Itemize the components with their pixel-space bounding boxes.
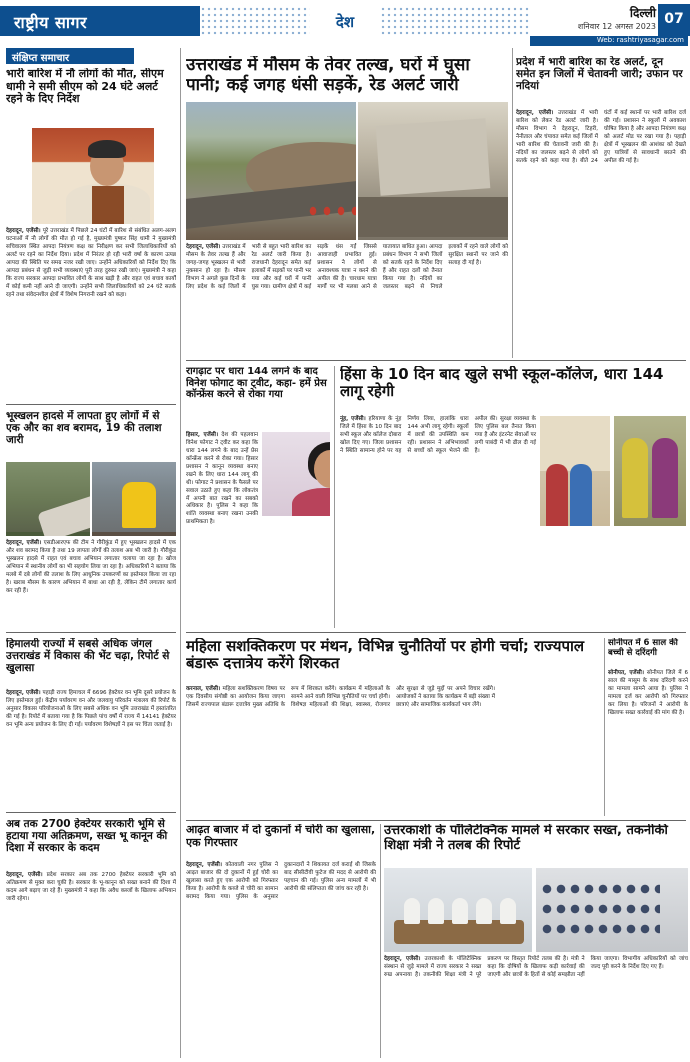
- left-story-1-byline: देहरादून, एजेंसी।: [6, 228, 41, 234]
- section144-body: देश की पहलवान विनेश फोगाट ने ट्वीट कर कहा कि धारा 144 लगने के बाद उन्हें प्रेस कॉन्फ्रेंस करने से रोका गया। हिसार प्रशासन ने कानून व्यवस्था बनाए रखने के लिए धारा 144 लागू की थी। फोगाट ने प्रशासन के फैसले पर सवाल उठाते हुए कहा कि लोकतंत्र में अपनी बात रखने का सबको अधिकार है। पुलिस ने कहा कि शांति व्यवस्था बनाए रखना उनकी प्राथमिकता है।: [186, 432, 258, 526]
- divider: [6, 404, 176, 405]
- left-story-3-body: पहाड़ी राज्य हिमाचल में 6696 हेक्टेयर वन भूमि दूसरे प्रयोजन के लिए इस्तेमाल हुई। केंद्रीय पर्यावरण वन और जलवायु परिवर्तन मंत्रालय की रिपोर्ट के अनुसार विकास परियोजनाओं के लिए सबसे अधिक वन भूमि उत्तराखंड में हस्तांतरित की गई है। रिपोर्ट में बताया गया है कि पिछले पांच वर्षों में राज्य में 14141 हेक्टेयर वन भूमि अन्य प्रयोजन के लिए दी गई। पर्यावरण विशेषज्ञों ने इस पर चिंता जताई है।: [6, 690, 176, 728]
- section144-story: [186, 366, 330, 628]
- schools-body: हरियाणा के नूंह जिले में हिंसा के 10 दिन बाद सभी स्कूल और कॉलेज दोबारा खोल दिए गए। जिला प्रशासन ने स्थिति सामान्य होने पर यह निर्णय लिया, हालांकि धारा 144 अभी लागू रहेगी। स्कूलों में छात्रों की उपस्थिति कम रही। प्रशासन ने अभिभावकों से बच्चों को स्कूल भेजने की अपील की। सुरक्षा व्यवस्था के लिए पुलिस बल तैनात किया गया है और इंटरनेट सेवाओं पर लगी पाबंदी में भी ढील दी गई है।: [340, 416, 536, 454]
- left-story-4-body: प्रदेश सरकार अब तक 2700 हेक्टेयर सरकारी भूमि को अतिक्रमण से मुक्त करा चुकी है। सरकार के भू-कानून को सख्त बनाने की दिशा में कदम आगे बढ़ाए जा रहे हैं। मुख्यमंत्री ने कहा कि अवैध कब्जों के खिलाफ अभियान जारी रहेगा।: [6, 872, 176, 902]
- uttarkashi-headline: उत्तरकाशी के पॉलिटेक्निक मामले में सरकार सख्त, तकनीकी शिक्षा मंत्री ने तलब की रिपोर्ट: [384, 824, 668, 853]
- section144-byline: हिसार, एजेंसी।: [186, 432, 219, 438]
- divider: [186, 820, 686, 821]
- lead-headline: उत्तराखंड में मौसम के तेवर तल्ख, घरों में घुसा पानी; कई जगह धंसी सड़कें, रेड अलर्ट जारी: [186, 56, 470, 95]
- landslide-photo: [186, 102, 356, 240]
- left-story-2-headline: भूस्खलन हादसे में लापता हुए लोगों में से एक और का शव बरामद, 19 की तलाश जारी: [6, 410, 162, 447]
- issue-date: शनिवार 12 अगस्त 2023: [577, 22, 656, 31]
- dot-pattern: [200, 6, 310, 36]
- lead-story: [186, 56, 508, 356]
- website: Web: rashtriyasagar.com: [530, 36, 688, 46]
- women-story: [186, 638, 600, 816]
- rescue-photo: [92, 462, 176, 536]
- divider: [6, 632, 176, 633]
- right-top-body: उत्तराखंड में भारी बारिश को लेकर रेड अलर्ट जारी है। मौसम विभाग ने देहरादून, टिहरी, नैनीताल और चंपावत समेत कई जिलों में भारी बारिश की चेतावनी जारी की है। नदियों का जलस्तर बढ़ने से लोगों को सतर्क रहने को कहा गया है। बीते 24 घंटों में कई स्थानों पर भारी बारिश दर्ज की गई। प्रशासन ने स्कूलों में अवकाश घोषित किया है और आपदा नियंत्रण कक्ष को अलर्ट मोड पर रखा गया है। पहाड़ी क्षेत्रों में भूस्खलन की आशंका को देखते हुए यात्रियों से सावधानी बरतने की अपील की गई है।: [516, 110, 686, 164]
- sonipat-brief: [608, 638, 688, 816]
- lead-body: उत्तराखंड में मौसम के तेवर तल्ख हैं और जगह-जगह भूस्खलन से भारी नुकसान हो रहा है। मौसम विभाग ने अगले कुछ दिनों के लिए प्रदेश के कई जिलों में भारी से बहुत भारी बारिश का रेड अलर्ट जारी किया है। राजधानी देहरादून समेत कई इलाकों में सड़कों पर पानी भर गया और कई घरों में पानी घुस गया। ग्रामीण क्षेत्रों में कई सड़कें धंस गईं जिससे आवाजाही प्रभावित हुई। प्रशासन ने लोगों से अनावश्यक यात्रा न करने की अपील की है। चारधाम यात्रा मार्गों पर भी मलबा आने से यातायात बाधित हुआ। आपदा प्रबंधन विभाग ने सभी जिलों को सतर्क रहने के निर्देश दिए हैं और राहत दलों को तैनात किया गया है। नदियों का जलस्तर बढ़ने से निचले इलाकों में रहने वाले लोगों को सुरक्षित स्थानों पर जाने की सलाह दी गई है।: [186, 244, 508, 290]
- dateline: [540, 4, 656, 34]
- left-story-3: [6, 638, 176, 808]
- accident-photo: [6, 462, 90, 536]
- column-rule: [512, 48, 513, 358]
- sonipat-headline: सोनीपत में 6 साल की बच्ची से दरिंदगी: [608, 638, 678, 659]
- paper-name: राष्ट्रीय सागर: [0, 6, 200, 36]
- hall-photo: [536, 868, 688, 952]
- right-top-byline: देहरादून, एजेंसी।: [516, 110, 554, 116]
- school-children-photo: [540, 416, 610, 526]
- divider: [6, 812, 176, 813]
- meeting-photo: [384, 868, 532, 952]
- left-story-2-byline: देहरादून, एजेंसी।: [6, 540, 42, 546]
- left-story-4: [6, 818, 176, 1058]
- left-story-4-headline: अब तक 2700 हेक्टेयर सरकारी भूमि से हटाया गया अतिक्रमण, सख्त भू कानून की दिशा में सरकार के कदम: [6, 818, 168, 855]
- right-top-story: [516, 56, 686, 356]
- city: दिल्ली: [629, 6, 656, 20]
- left-story-2-body: एसडीआरएफ की टीम ने गौरीकुंड में हुए भूस्खलन हादसे में एक और शव बरामद किया है तथा 19 लापता लोगों की तलाश अब भी जारी है। गौरीकुंड भूस्खलन हादसे में राहत एवं बचाव अभियान लगातार चलाया जा रहा है। खोज अभियान में स्थानीय लोगों का भी सहयोग लिया जा रहा है। अधिकारियों ने बताया कि मलबे में दबे लोगों की तलाश के लिए आधुनिक उपकरणों का इस्तेमाल किया जा रहा है। खराब मौसम के कारण अभियान में बाधा आ रही है, लेकिन टीमें लगातार कार्य कर रही हैं।: [6, 540, 176, 594]
- column-rule: [604, 638, 605, 816]
- theft-story: [186, 824, 376, 1058]
- collapsed-building-photo: [358, 102, 508, 240]
- women-body: महिला सशक्तिकरण विषय पर एक दिवसीय संगोष्ठी का आयोजन किया जाएगा जिसमें राज्यपाल बंडारू दत्तात्रेय मुख्य अतिथि के रूप में शिरकत करेंगे। कार्यक्रम में महिलाओं के सामने आने वाली विभिन्न चुनौतियों पर चर्चा होगी। विशेषज्ञ महिलाओं की शिक्षा, स्वास्थ्य, रोजगार और सुरक्षा से जुड़े मुद्दों पर अपने विचार रखेंगे। आयोजकों ने बताया कि कार्यक्रम में बड़ी संख्या में छात्राएं और सामाजिक कार्यकर्ता भाग लेंगे।: [186, 686, 495, 708]
- theft-byline: देहरादून, एजेंसी।: [186, 862, 222, 868]
- sonipat-byline: सोनीपत, एजेंसी।: [608, 670, 644, 676]
- sonipat-body: सोनीपत जिले में 6 साल की मासूम के साथ दरिंदगी करने का मामला सामने आया है। पुलिस ने मामला दर्ज कर आरोपी को गिरफ्तार कर लिया है। परिजनों ने आरोपी के खिलाफ सख्त कार्रवाई की मांग की है।: [608, 670, 688, 716]
- left-story-1: [6, 68, 176, 400]
- schools-story: [340, 366, 686, 628]
- column-rule: [380, 824, 381, 1058]
- left-story-4-byline: देहरादून, एजेंसी।: [6, 872, 43, 878]
- column-rule: [334, 366, 335, 628]
- dot-pattern-right: [380, 6, 530, 36]
- uttarkashi-byline: देहरादून, एजेंसी।: [384, 956, 421, 962]
- schools-byline: नूंह, एजेंसी।: [340, 416, 366, 422]
- schools-headline: हिंसा के 10 दिन बाद खुले सभी स्कूल-कॉलेज, धारा 144 लागू रहेगी: [340, 366, 664, 401]
- section-name: देश: [335, 13, 355, 31]
- left-story-2: [6, 410, 176, 628]
- left-story-3-headline: हिमालयी राज्यों में सबसे अधिक जंगल उत्तराखंड में विकास की भेंट चढ़ा, रिपोर्ट से खुलासा: [6, 638, 170, 675]
- uttarkashi-story: [384, 824, 688, 1058]
- page-number: 07: [658, 4, 690, 36]
- right-top-headline: प्रदेश में भारी बारिश का रेड अलर्ट, दून समेत इन जिलों में चेतावनी जारी; उफान पर नदियां: [516, 56, 683, 93]
- students-photo: [614, 416, 686, 526]
- divider: [186, 632, 686, 633]
- column-rule: [180, 48, 181, 1058]
- theft-body: कोतवाली नगर पुलिस ने आढ़त बाजार की दो दुकानों में हुई चोरी का खुलासा करते हुए एक आरोपी को गिरफ्तार किया है। आरोपी के कब्जे से चोरी का सामान बरामद किया गया। पुलिस के अनुसार दुकानदारों ने शिकायत दर्ज कराई थी जिसके बाद सीसीटीवी फुटेज की मदद से आरोपी की पहचान की गई। पुलिस अन्य मामलों में भी आरोपी की संलिप्तता की जांच कर रही है।: [186, 862, 376, 900]
- vinesh-phogat-photo: [262, 432, 330, 516]
- women-headline: महिला सशक्तिकरण पर मंथन, विभिन्न चुनौतियों पर होगी चर्चा; राज्यपाल बंडारू दत्तात्रेय करेंगे शिरकत: [186, 638, 585, 673]
- divider: [186, 360, 686, 361]
- left-story-1-headline: भारी बारिश में नौ लोगों की मौत, सीएम धामी ने समी सीएम को 24 घंटे अलर्ट रहने के दिए निर्देश: [6, 68, 164, 106]
- left-story-3-byline: देहरादून, एजेंसी।: [6, 690, 41, 696]
- women-byline: करनाल, एजेंसी।: [186, 686, 221, 692]
- theft-headline: आढ़त बाजार में दो दुकानों में चोरी का खुलासा, एक गिरफ्तार: [186, 824, 376, 849]
- lead-byline: देहरादून, एजेंसी।: [186, 244, 221, 250]
- brief-news-tag: संक्षिप्त समाचार: [6, 48, 134, 64]
- uttarkashi-body: उत्तरकाशी के पॉलिटेक्निक संस्थान से जुड़े मामले में राज्य सरकार ने सख्त रुख अपनाया है। तकनीकी शिक्षा मंत्री ने पूरे प्रकरण पर विस्तृत रिपोर्ट तलब की है। मंत्री ने कहा कि दोषियों के खिलाफ कड़ी कार्रवाई की जाएगी और छात्रों के हितों से कोई समझौता नहीं किया जाएगा। विभागीय अधिकारियों को जांच जल्द पूरी करने के निर्देश दिए गए हैं।: [384, 956, 688, 978]
- chief-minister-photo: [32, 128, 154, 224]
- left-story-1-body: पूरे उत्तराखंड में पिछले 24 घंटों में बारिश से संबंधित अलग-अलग घटनाओं में नौ लोगों की मौत हो गई है, मुख्यमंत्री पुष्कर सिंह धामी ने मुख्यमंत्री सचिवालय स्थित आपदा नियंत्रण कक्ष का निरीक्षण कर सभी जिलाधिकारियों को अलर्ट पर रहने का निर्देश दिया। प्रदेश में निरंतर हो रही भारी वर्षा के कारण उत्पन्न आपदा की स्थिति पर समग्र नजर रखी जाए। उन्होंने अधिकारियों को निर्देश दिए कि आपदा प्रबंधन से जुड़ी सभी व्यवस्थाएं पूरी तरह दुरुस्त रखी जाएं। मुख्यमंत्री ने कहा कि राज्य सरकार आपदा प्रभावित लोगों के साथ खड़ी है और राहत एवं बचाव कार्यों में कोई कमी नहीं आने दी जाएगी। उन्होंने सभी जिलाधिकारियों को 24 घंटे सतर्क रहने तथा संवेदनशील क्षेत्रों में विशेष निगरानी रखने को कहा।: [6, 228, 176, 298]
- section144-headline: रागढ़ाट पर धारा 144 लगने के बाद विनेश फोगाट का ट्वीट, कहा- हमें प्रेस कॉन्फ्रेंस करने से रोका गया: [186, 366, 327, 400]
- masthead: [0, 0, 690, 46]
